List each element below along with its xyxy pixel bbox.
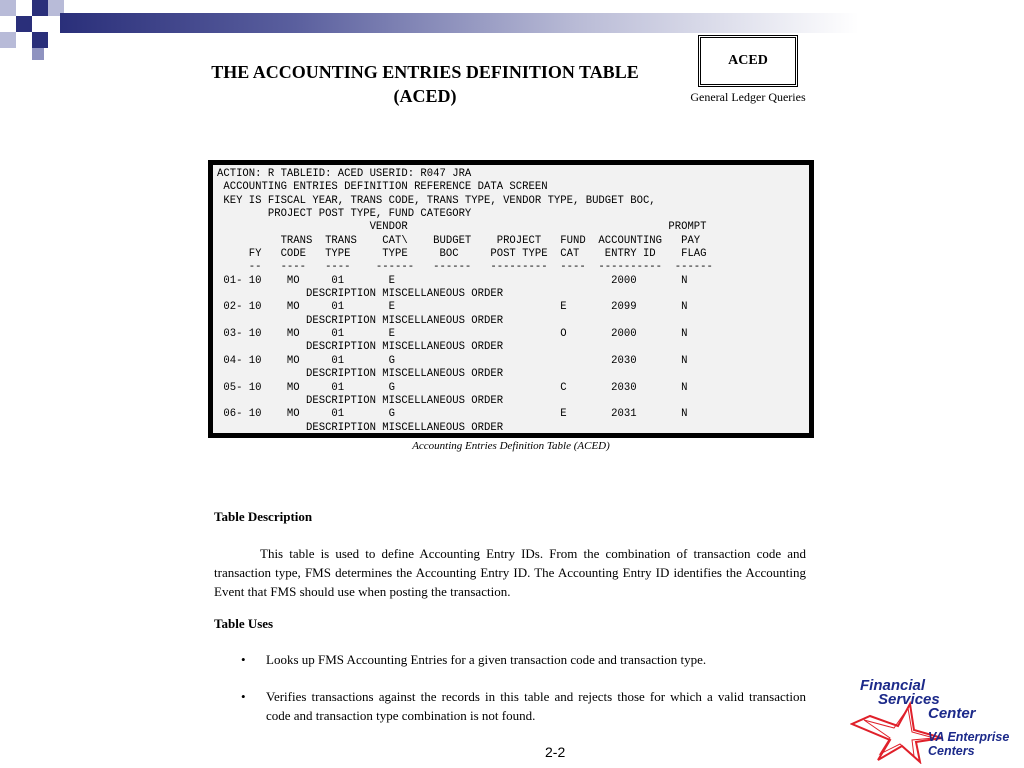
mainframe-screen-frame bbox=[208, 160, 814, 438]
screen-line: 04- 10 MO 01 G 2030 N bbox=[217, 354, 688, 367]
screen-line: ACTION: R TABLEID: ACED USERID: R047 JRA bbox=[217, 168, 472, 180]
screen-line: DESCRIPTION MISCELLANEOUS ORDER bbox=[217, 341, 504, 354]
table-code-subtitle: General Ledger Queries bbox=[690, 90, 806, 104]
list-item bbox=[214, 650, 806, 669]
logo-line-1: Financial bbox=[860, 677, 926, 694]
table-uses-list bbox=[214, 650, 806, 725]
screen-line: PROJECT POST TYPE, FUND CATEGORY bbox=[217, 208, 472, 221]
logo-line-5: Centers bbox=[928, 744, 975, 758]
screen-line: DESCRIPTION MISCELLANEOUS ORDER bbox=[217, 314, 504, 327]
logo-line-3: Center bbox=[928, 705, 976, 722]
screen-line: DESCRIPTION MISCELLANEOUS ORDER bbox=[217, 368, 504, 381]
table-code-label: ACED bbox=[728, 53, 768, 68]
table-uses-heading: Table Uses bbox=[214, 616, 274, 631]
header-gradient-bar bbox=[60, 13, 1000, 33]
logo-line-2: Services bbox=[878, 691, 940, 708]
list-item bbox=[214, 687, 806, 725]
table-description-heading: Table Description bbox=[214, 509, 313, 524]
financial-services-center-logo bbox=[850, 676, 1020, 764]
figure-caption: Accounting Entries Definition Table (ACED) bbox=[412, 440, 610, 452]
screen-line: 01- 10 MO 01 E 2000 N bbox=[217, 274, 688, 287]
screen-line: 06- 10 MO 01 G E 2031 N bbox=[217, 408, 688, 421]
screen-text bbox=[213, 165, 809, 434]
screen-line: DESCRIPTION MISCELLANEOUS ORDER bbox=[217, 288, 504, 301]
screen-line: DESCRIPTION MISCELLANEOUS ORDER bbox=[217, 394, 504, 407]
screen-line: KEY IS FISCAL YEAR, TRANS CODE, TRANS TYPE, VENDOR TYPE, BUDGET BOC, bbox=[217, 194, 656, 207]
table-code-box bbox=[698, 35, 798, 87]
screen-line: -- ---- ---- ------ ------ --------- ---- ---------- ------ bbox=[217, 261, 713, 274]
screen-line: TRANS TRANS CAT\ BUDGET PROJECT FUND ACCOUNTING PAY bbox=[217, 234, 701, 247]
screen-line: ACCOUNTING ENTRIES DEFINITION REFERENCE DATA SCREEN bbox=[217, 181, 548, 194]
screen-line: 05- 10 MO 01 G C 2030 N bbox=[217, 381, 688, 394]
screen-line: FY CODE TYPE TYPE BOC POST TYPE CAT ENTRY ID FLAG bbox=[217, 248, 707, 261]
screen-line: DESCRIPTION MISCELLANEOUS ORDER bbox=[217, 421, 504, 434]
screen-line: 03- 10 MO 01 E O 2000 N bbox=[217, 328, 688, 341]
screen-line: 02- 10 MO 01 E E 2099 N bbox=[217, 301, 688, 314]
bullet-text: Verifies transactions against the records in this table and rejects those for which a valid transaction code and transaction type combination is not found. bbox=[266, 689, 806, 723]
bullet-icon: • bbox=[241, 652, 246, 667]
screen-line: VENDOR PROMPT bbox=[217, 221, 707, 234]
logo-line-4: VA Enterprise bbox=[928, 730, 1010, 744]
page-title: THE ACCOUNTING ENTRIES DEFINITION TABLE (ACED) bbox=[211, 62, 639, 106]
bullet-text: Looks up FMS Accounting Entries for a given transaction code and transaction type. bbox=[266, 652, 707, 667]
table-description-text: This table is used to define Accounting Entry IDs. From the combination of transaction code and transaction type, FMS determines the Accounting Entry ID. The Accounting Entry ID identifies the Accounting Event that FMS should use when posting the transaction. bbox=[214, 546, 806, 599]
page-number: 2-2 bbox=[545, 744, 566, 760]
bullet-icon: • bbox=[241, 689, 246, 704]
mainframe-screen bbox=[212, 164, 810, 434]
